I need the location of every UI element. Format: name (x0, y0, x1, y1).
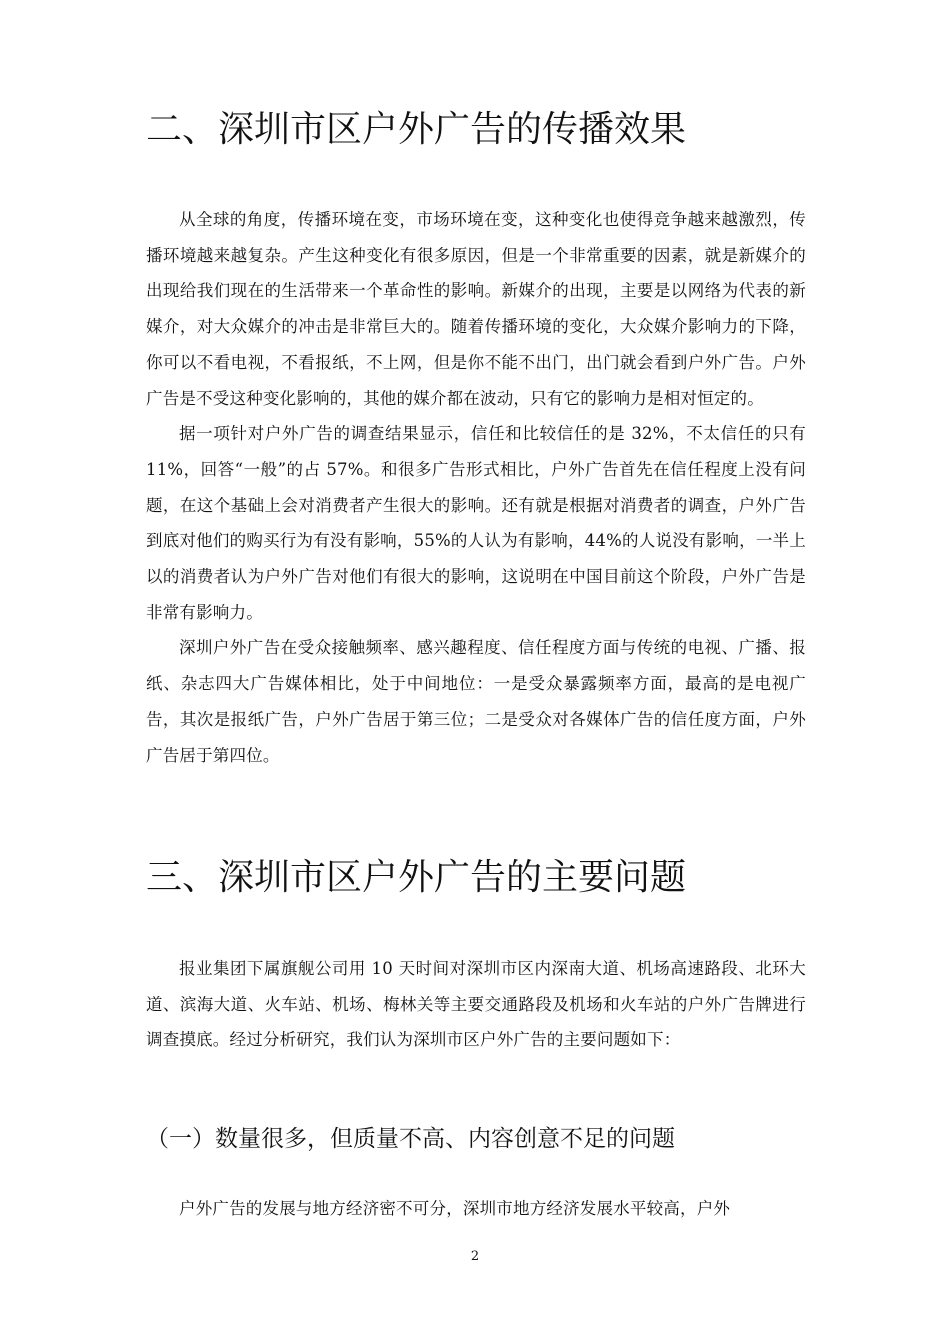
paragraph-survey-trust: 据一项针对户外广告的调查结果显示，信任和比较信任的是 32%，不太信任的只有 11%，回答“一般”的占 57%。和很多广告形式相比，户外广告首先在信任程度上没有问题，在这个基础上会对消费者产生很大的影响。还有就是根据对消费者的调查，户外广告到底对他们的购买行为有没有影响，55%的人认为有影响，44%的人说没有影响，一半上以的消费者认为户外广告对他们有很大的影响，这说明在中国目前这个阶段，户外广告是非常有影响力。 (146, 424, 806, 622)
paragraph-global-environment: 从全球的角度，传播环境在变，市场环境在变，这种变化也使得竞争越来越激烈，传播环境越来越复杂。产生这种变化有很多原因，但是一个非常重要的因素，就是新媒介的出现给我们现在的生活带来一个革命性的影响。新媒介的出现，主要是以网络为代表的新媒介，对大众媒介的冲击是非常巨大的。随着传播环境的变化，大众媒介影响力的下降，你可以不看电视，不看报纸，不上网，但是你不能不出门，出门就会看到户外广告。户外广告是不受这种变化影响的，其他的媒介都在波动，只有它的影响力是相对恒定的。 (146, 210, 806, 408)
section-heading-communication-effect: 二、深圳市区户外广告的传播效果 (146, 109, 687, 150)
subsection-body-quantity-quality (146, 1191, 806, 1227)
paragraph-media-comparison: 深圳户外广告在受众接触频率、感兴趣程度、信任程度方面与传统的电视、广播、报纸、杂志四大广告媒体相比，处于中间地位：一是受众暴露频率方面，最高的是电视广告，其次是报纸广告，户外广告居于第三位；二是受众对各媒体广告的信任度方面，户外广告居于第四位。 (146, 638, 806, 765)
section-body-communication-effect (146, 202, 806, 773)
section-heading-main-problems: 三、深圳市区户外广告的主要问题 (146, 857, 687, 898)
page-number: 2 (470, 1249, 480, 1264)
section-body-main-problems (146, 951, 806, 1058)
subsection-heading-quantity-quality: （一）数量很多，但质量不高、内容创意不足的问题 (146, 1126, 675, 1152)
paragraph-investigation: 报业集团下属旗舰公司用 10 天时间对深圳市区内深南大道、机场高速路段、北环大道、滨海大道、火车站、机场、梅林关等主要交通路段及机场和火车站的户外广告牌进行调查摸底。经过分析研究，我们认为深圳市区户外广告的主要问题如下： (146, 959, 806, 1050)
paragraph-local-economy: 户外广告的发展与地方经济密不可分，深圳市地方经济发展水平较高，户外 (179, 1199, 731, 1218)
